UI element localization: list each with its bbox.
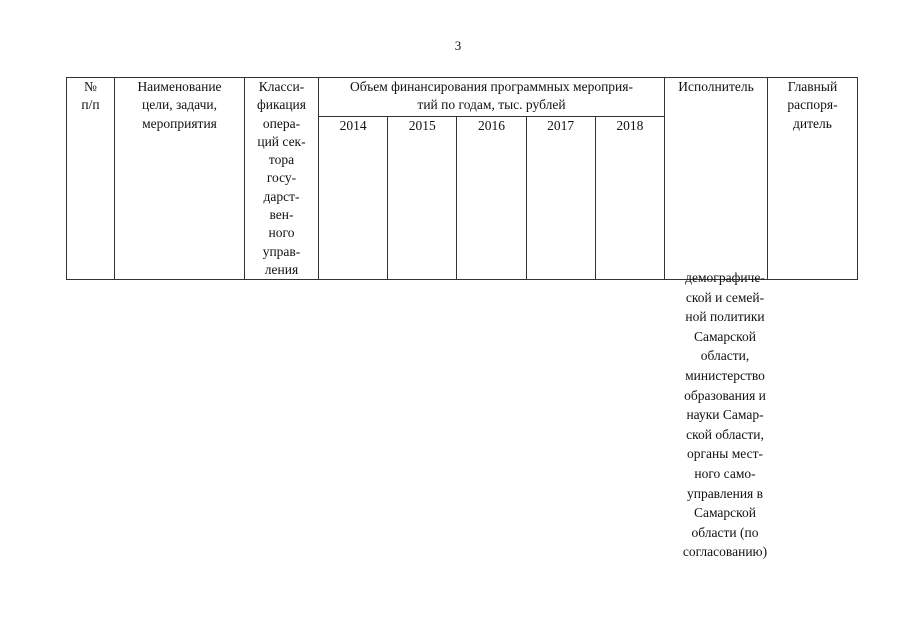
header-classification-line: опера- <box>262 115 301 131</box>
executor-continuation-line: образования и <box>684 387 766 403</box>
executor-continuation-line: области, <box>700 348 750 364</box>
header-classification-line: ций сек- <box>257 133 306 149</box>
header-classification-line: управ- <box>262 243 301 259</box>
header-classification-line: ного <box>268 225 295 241</box>
executor-continuation-line: ного само- <box>694 465 756 481</box>
header-funding-line: тий по годам, тыс. рублей <box>417 97 566 113</box>
header-classification-line: дарст- <box>263 188 300 204</box>
executor-continuation-line: ской области, <box>686 426 764 442</box>
executor-continuation-line: согласованию) <box>682 544 768 560</box>
header-year-2016: 2016 <box>457 117 526 280</box>
header-name-line: мероприятия <box>142 115 217 131</box>
table-header-row <box>67 78 858 117</box>
header-manager <box>768 78 858 280</box>
executor-continuation-line: области (по <box>691 524 759 540</box>
header-classification <box>245 78 319 280</box>
header-num-line: п/п <box>81 97 100 113</box>
header-year-2014: 2014 <box>319 117 388 280</box>
header-year-2017: 2017 <box>526 117 595 280</box>
executor-continuation-line: Самарской <box>693 328 757 344</box>
header-executor <box>665 78 768 280</box>
header-classification-line: тора <box>268 152 295 168</box>
header-classification-line: Класси- <box>258 79 305 94</box>
header-classification-line: вен- <box>269 207 294 223</box>
header-name-line: Наименование <box>137 79 222 94</box>
header-name <box>115 78 245 280</box>
header-classification-line: ления <box>264 261 299 277</box>
header-manager-line: распоря- <box>787 97 838 113</box>
header-name-line: цели, задачи, <box>142 97 217 113</box>
header-funding <box>319 78 665 117</box>
executor-continuation-line: министерство <box>685 367 765 383</box>
page-number: 3 <box>454 38 462 53</box>
header-num <box>67 78 115 280</box>
header-num-line: № <box>84 79 97 94</box>
header-classification-line: госу- <box>266 170 297 186</box>
header-year-2015: 2015 <box>388 117 457 280</box>
executor-continuation-line: Самарской <box>693 505 757 521</box>
executor-continuation-line: ной политики <box>685 309 765 325</box>
executor-continuation-line: демографиче- <box>685 270 765 285</box>
header-funding-line: Объем финансирования программных мероприя- <box>350 79 633 94</box>
executor-continuation-text <box>667 268 783 562</box>
header-executor-label: Исполнитель <box>678 79 754 94</box>
executor-continuation-line: органы мест- <box>687 446 763 462</box>
executor-continuation-line: науки Самар- <box>686 407 764 423</box>
executor-continuation-line: ской и семей- <box>685 289 765 305</box>
executor-continuation-line: управления в <box>686 485 764 501</box>
header-year-2018: 2018 <box>595 117 664 280</box>
header-classification-line: фикация <box>257 97 306 113</box>
header-manager-line: дитель <box>793 115 832 131</box>
program-activities-table <box>66 77 858 280</box>
header-manager-line: Главный <box>787 79 838 94</box>
